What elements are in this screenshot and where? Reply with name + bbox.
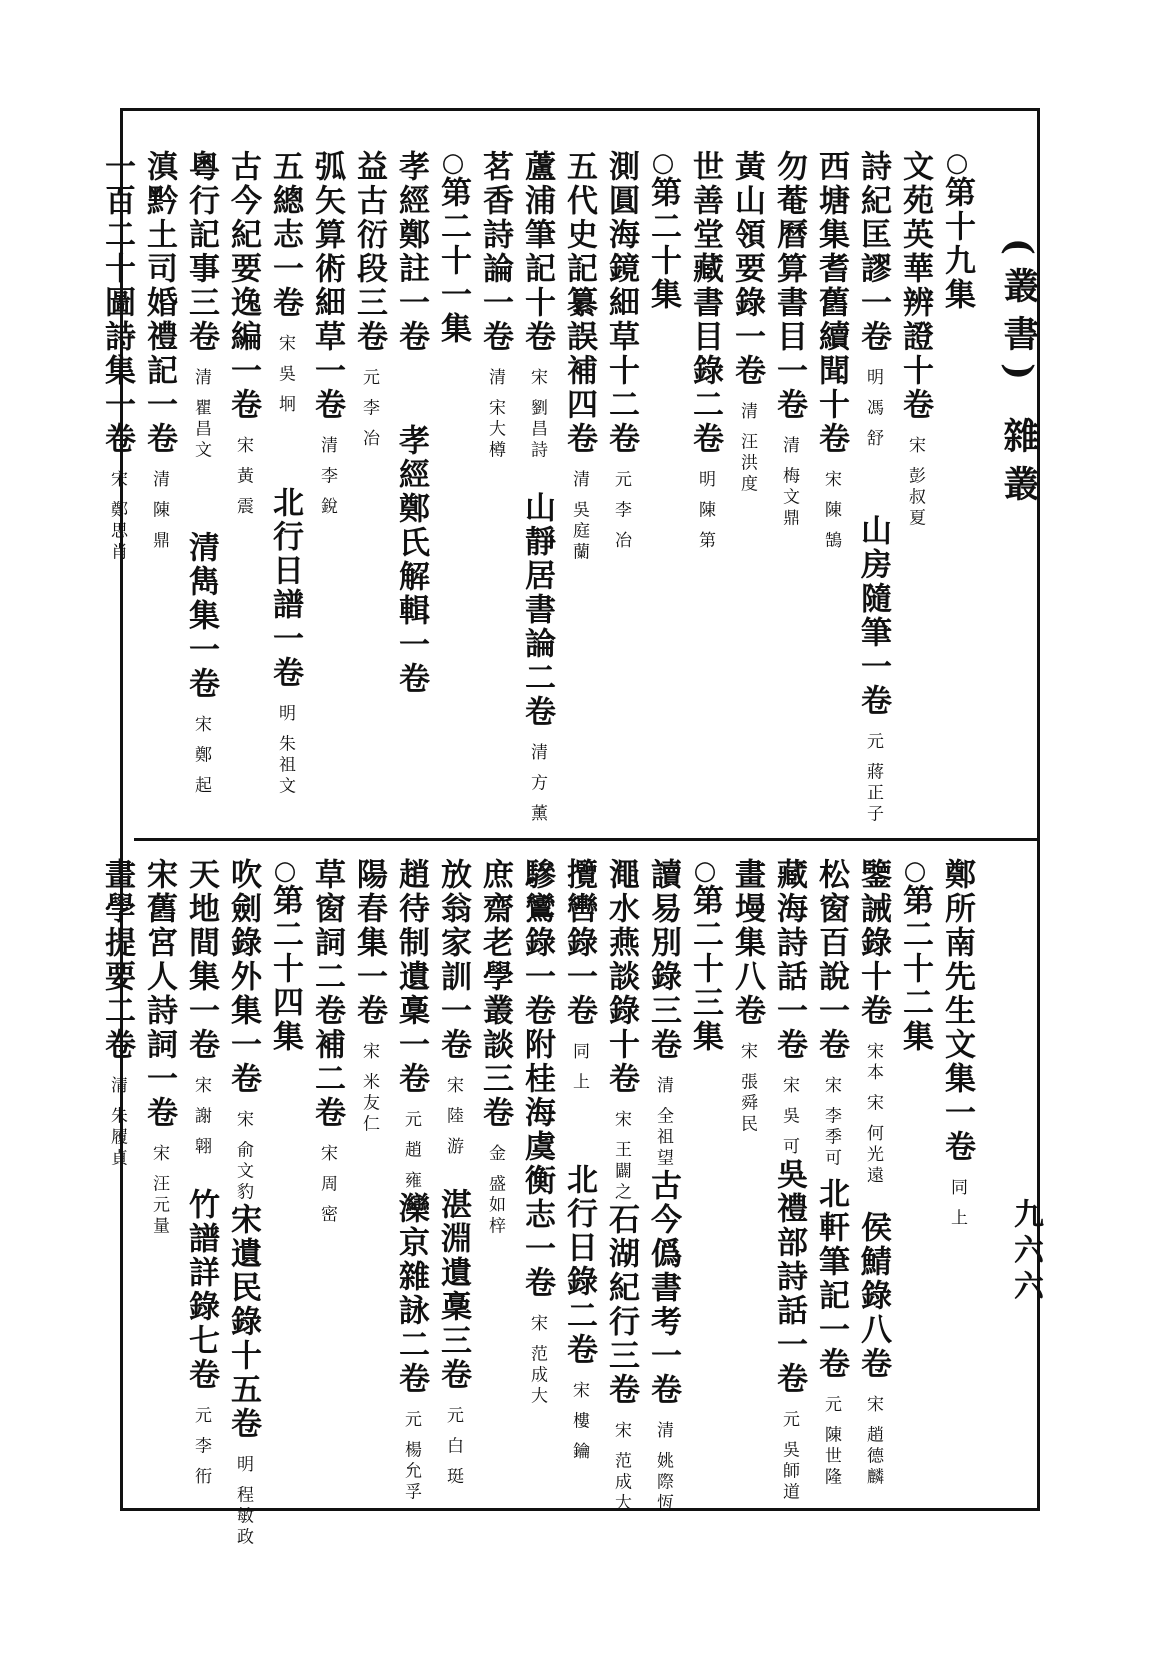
book-title: 山靜居書論二卷: [519, 491, 555, 730]
author-note: 清 方 薰: [527, 743, 547, 825]
section-circle-icon: ○: [903, 856, 927, 886]
section-heading-column: [939, 150, 975, 825]
entry-column: [729, 150, 765, 825]
author-note: 清 全祖望: [653, 1076, 673, 1170]
section-heading: 第二十一集: [435, 176, 471, 346]
section-heading-column: [435, 150, 471, 825]
book-title: 驂鸞錄一卷附桂海虞衡志一卷: [519, 858, 555, 1300]
book-title: 宋遺民錄十五卷: [225, 1203, 261, 1442]
book-title: 吳禮部詩話一卷: [771, 1157, 807, 1396]
book-title: 勿菴曆算書目一卷: [771, 150, 807, 422]
author-note: 元 李 冶: [611, 470, 631, 552]
section-heading: 第二十四集: [267, 884, 303, 1054]
section-heading-column: [687, 858, 723, 1488]
author-note: 明 陳 第: [695, 470, 715, 552]
section-heading-column: [645, 150, 681, 825]
entry-column: [855, 858, 891, 1488]
author-note: 元 李 冶: [359, 368, 379, 450]
book-title: 陽春集一卷: [351, 858, 387, 1028]
section-heading: 第二十三集: [687, 884, 723, 1054]
author-note: 金 盛如梓: [485, 1144, 505, 1238]
author-note: 宋 米友仁: [359, 1042, 379, 1136]
page-number: 九六六: [1008, 1198, 1043, 1306]
book-title: 天地間集一卷: [183, 858, 219, 1062]
author-note: 宋本 宋 何光遠: [863, 1042, 883, 1187]
section-circle-icon: ○: [693, 856, 717, 886]
book-title: 西塘集耆舊續聞十卷: [813, 150, 849, 456]
author-note: 元 蔣正子: [863, 731, 883, 825]
book-title: 草窗詞二卷補二卷: [309, 858, 345, 1130]
author-note: 清 宋大樽: [485, 368, 505, 462]
entry-column: [351, 858, 387, 1488]
author-note: 宋 陳 鵠: [821, 470, 841, 552]
entry-column: [267, 150, 303, 825]
section-heading-column: [897, 858, 933, 1488]
book-title: 畫學提要二卷: [99, 858, 135, 1062]
book-title: 庶齋老學叢談三卷: [477, 858, 513, 1130]
author-note: 宋 鄭思肖: [107, 470, 127, 564]
author-note: 宋 黃 震: [233, 436, 253, 518]
book-title: 測圓海鏡細草十二卷: [603, 150, 639, 456]
entry-column: [603, 150, 639, 825]
author-note: 宋 王闢之: [611, 1110, 631, 1204]
entry-column: [183, 858, 219, 1488]
author-note: 清 姚際恆: [653, 1421, 673, 1515]
author-note: 元 吳師道: [779, 1409, 799, 1504]
book-title: 石湖紀行三卷: [603, 1203, 639, 1408]
section-heading-column: [267, 858, 303, 1488]
entry-column: [729, 858, 765, 1488]
author-note: 清 李 銳: [317, 436, 337, 518]
book-title: 北軒筆記一卷: [813, 1176, 849, 1381]
book-title: 益古衍段三卷: [351, 150, 387, 354]
book-title: 趙待制遺稾一卷: [393, 858, 429, 1096]
entry-column: [519, 858, 555, 1488]
book-title: 北行日錄二卷: [561, 1163, 597, 1368]
header-text: (叢書) 雜叢: [998, 238, 1040, 513]
section-heading: 第二十二集: [897, 884, 933, 1054]
entry-column: [939, 858, 975, 1488]
entry-column: [687, 150, 723, 825]
entry-column: [561, 150, 597, 825]
book-title: 松窗百說一卷: [813, 858, 849, 1062]
book-title: 詩紀匡謬一卷: [855, 150, 891, 354]
author-note: 宋 劉昌詩: [527, 368, 547, 462]
entry-column: [183, 150, 219, 825]
book-title: 粵行記事三卷: [183, 150, 219, 354]
book-title: 蘆浦筆記十卷: [519, 150, 555, 354]
author-note: 明 馮 舒: [863, 368, 883, 450]
entry-column: [645, 858, 681, 1515]
author-note: 宋 樓 鑰: [569, 1381, 589, 1464]
entry-column: [99, 150, 135, 825]
entry-column: [99, 858, 135, 1488]
entry-column: [477, 858, 513, 1488]
author-note: 宋 謝 翶: [191, 1076, 211, 1158]
author-note: 清 陳 鼎: [149, 470, 169, 552]
author-note: 元 陳世隆: [821, 1394, 841, 1488]
section-circle-icon: ○: [273, 856, 297, 886]
book-title: 藏海詩話一卷: [771, 858, 807, 1062]
author-note: 宋 汪元量: [149, 1144, 169, 1238]
author-note: 同 上: [947, 1178, 967, 1230]
top-panel: [99, 150, 975, 825]
entry-column: [351, 150, 387, 825]
entry-column: [141, 858, 177, 1488]
author-note: 宋 范成大: [611, 1421, 631, 1515]
entry-column: [519, 150, 555, 825]
entry-column: [477, 150, 513, 825]
running-header: [994, 238, 1045, 513]
book-title: 清雋集一卷: [183, 531, 219, 702]
book-title: 放翁家訓一卷: [435, 858, 471, 1062]
book-title: 文苑英華辨證十卷: [897, 150, 933, 422]
author-note: 宋 鄭 起: [191, 715, 211, 798]
book-title: 古今僞書考一卷: [645, 1169, 681, 1408]
section-circle-icon: ○: [651, 148, 675, 178]
entry-column: [771, 150, 807, 825]
bottom-panel: [99, 856, 975, 1549]
author-note: 宋 吳 坰: [275, 334, 295, 416]
author-note: 清 吳庭蘭: [569, 470, 589, 564]
section-circle-icon: ○: [945, 148, 969, 178]
author-note: 清 瞿昌文: [191, 368, 211, 462]
entry-column: [225, 150, 261, 825]
entry-column: [813, 150, 849, 825]
book-title: 世善堂藏書目錄二卷: [687, 150, 723, 456]
book-title: 五總志一卷: [267, 150, 303, 320]
author-note: 元 楊允孚: [401, 1409, 421, 1504]
section-circle-icon: ○: [441, 148, 465, 178]
author-note: 宋 趙德麟: [863, 1394, 883, 1488]
book-title: 畫墁集八卷: [729, 858, 765, 1028]
author-note: 宋 張舜民: [737, 1042, 757, 1136]
book-title: 滇黔土司婚禮記一卷: [141, 150, 177, 456]
author-note: 宋 吳 可: [779, 1076, 799, 1158]
author-note: 元 李 衎: [191, 1406, 211, 1488]
entry-column: [141, 150, 177, 825]
book-title: 五代史記纂誤補四卷: [561, 150, 597, 456]
book-title: 鑒誡錄十卷: [855, 858, 891, 1028]
entry-column: [393, 150, 429, 825]
author-note: 宋 周 密: [317, 1144, 337, 1226]
author-note: 宋 范成大: [527, 1314, 547, 1408]
book-title: 讀易別錄三卷: [645, 858, 681, 1062]
book-title: 侯鯖錄八卷: [855, 1210, 891, 1381]
entry-column: [309, 150, 345, 825]
section-heading: 第二十集: [645, 176, 681, 312]
section-heading: 第十九集: [939, 176, 975, 312]
book-title: 孝經鄭註一卷: [393, 150, 429, 354]
author-note: 元 趙 雍: [401, 1110, 421, 1192]
author-note: 明 程敏政: [233, 1455, 253, 1549]
entry-column: [435, 858, 471, 1488]
entry-column: [393, 858, 429, 1504]
author-note: 清 朱履貞: [107, 1076, 127, 1170]
entry-column: [561, 858, 597, 1488]
author-note: 宋 俞文豹: [233, 1110, 253, 1204]
author-note: 同 上: [569, 1042, 589, 1094]
author-note: 清 汪洪度: [737, 402, 757, 496]
book-title: 山房隨筆一卷: [855, 513, 891, 718]
book-title: 竹譜詳錄七卷: [183, 1188, 219, 1393]
book-title: 宋舊宮人詩詞一卷: [141, 858, 177, 1130]
book-title: 黃山領要錄一卷: [729, 150, 765, 388]
author-note: 清 梅文鼎: [779, 436, 799, 530]
book-title: 一百二十圖詩集一卷: [99, 150, 135, 456]
entry-column: [225, 858, 261, 1549]
author-note: 明 朱祖文: [275, 703, 295, 798]
entry-column: [813, 858, 849, 1488]
book-title: 澠水燕談錄十卷: [603, 858, 639, 1096]
book-title: 孝經鄭氏解輯一卷: [393, 424, 429, 696]
author-note: 元 白 珽: [443, 1406, 463, 1488]
author-note: 宋 陸 游: [443, 1076, 463, 1158]
entry-column: [855, 150, 891, 825]
book-title: 茗香詩論一卷: [477, 150, 513, 354]
entry-column: [603, 858, 639, 1515]
author-note: 宋 李季可: [821, 1076, 841, 1170]
book-title: 攬轡錄一卷: [561, 858, 597, 1028]
book-title: 灤京雜詠二卷: [393, 1191, 429, 1396]
book-title: 鄭所南先生文集一卷: [939, 858, 975, 1164]
book-title: 北行日譜一卷: [267, 485, 303, 690]
author-note: 宋 彭叔夏: [905, 436, 925, 530]
entry-column: [309, 858, 345, 1488]
book-title: 湛淵遺稾三卷: [435, 1188, 471, 1393]
entry-column: [771, 858, 807, 1504]
book-title: 吹劍錄外集一卷: [225, 858, 261, 1096]
entry-column: [897, 150, 933, 825]
book-title: 弧矢算術細草一卷: [309, 150, 345, 422]
book-title: 古今紀要逸編一卷: [225, 150, 261, 422]
panel-divider: [134, 838, 1039, 841]
